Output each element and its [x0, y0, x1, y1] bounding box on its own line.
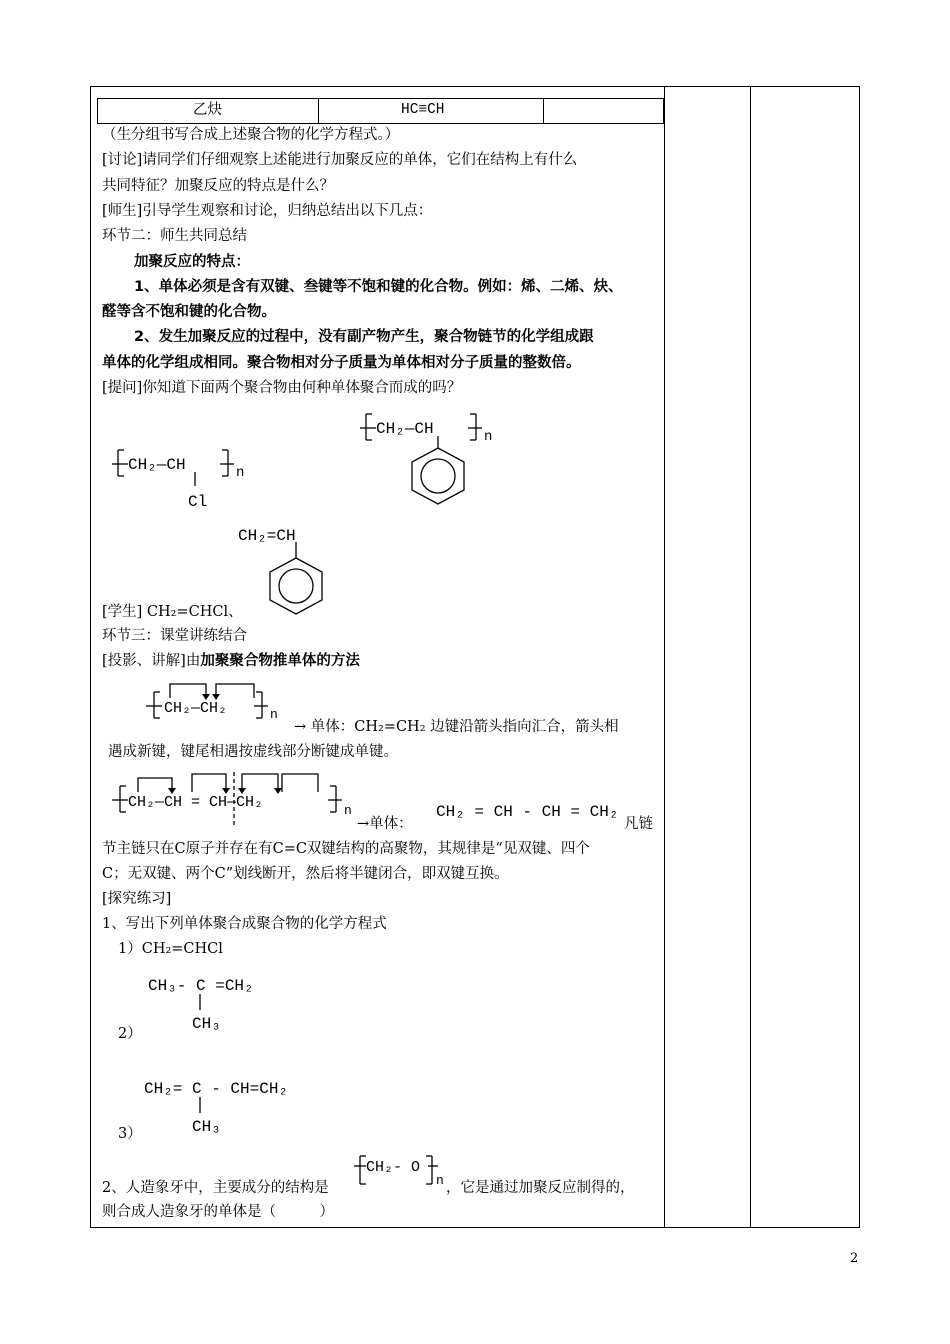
monomer-label: →单体： [357, 816, 413, 832]
projection-line [102, 652, 360, 670]
section-heading: 环节二：师生共同总结 [102, 228, 247, 244]
polyethylene-n: n [270, 707, 278, 722]
cell-acetylene-name: 乙炔 [193, 102, 222, 118]
cell-acetylene-formula: HC≡CH [401, 102, 445, 118]
table-col-border-1 [664, 86, 665, 1228]
exercise-1-item-2: 2） [118, 1026, 142, 1042]
pom-unit-text: CH₂- O [366, 1159, 421, 1176]
pvc-chlorine: Cl [188, 493, 208, 511]
polystyrene-unit-text: CH₂—CH [376, 420, 434, 438]
polybutadiene-n: n [344, 803, 352, 818]
discussion-line: [讨论]请同学们仔细观察上述能进行加聚反应的单体，它们在结构上有什么 [102, 152, 578, 168]
projection-label: [投影、讲解]由 [102, 653, 201, 669]
isobutylene-structure [144, 972, 284, 1034]
pom-structure [352, 1154, 452, 1190]
inner-table-row [97, 98, 664, 124]
polyethylene-structure [144, 680, 294, 724]
table-bottom-rule [90, 1227, 860, 1228]
page-number: 2 [850, 1251, 859, 1266]
rule-text: 节主链只在C原子并存在有C=C双键结构的高聚物，其规律是“见双键、四个 [102, 841, 590, 857]
pom-n: n [436, 1173, 444, 1188]
method-title: 加聚聚合物推单体的方法 [200, 653, 360, 669]
text-line: （生分组书写合成上述聚合物的化学方程式。） [102, 127, 400, 143]
exercise-1-item-1: 1）CH₂=CHCl [118, 941, 223, 957]
polystyrene-n: n [484, 429, 493, 445]
feature-2-cont: 单体的化学组成相同。聚合物相对分子质量为单体相对分子质量的整数倍。 [102, 355, 581, 371]
rule-text-start: 凡链 [624, 816, 653, 832]
exercise-1: 1、写出下列单体聚合成聚合物的化学方程式 [102, 916, 387, 932]
rule-text-cont: C；无双键、两个C”划线断开，然后将半键闭合，即双键互换。 [102, 866, 509, 882]
butadiene-formula: CH₂ = CH - CH = CH₂ [436, 803, 619, 821]
styrene-structure [236, 522, 346, 618]
feature-1: 1、单体必须是含有双键、叁键等不饱和键的化合物。例如：烯、二烯、炔、 [134, 279, 623, 295]
student-answer: [学生] CH₂=CHCl、 [102, 604, 243, 620]
styrene-text: CH₂=CH [238, 527, 296, 545]
isobutylene-main: CH₃- C =CH₂ [148, 977, 254, 995]
header-rule [90, 86, 860, 87]
exercise-2-question: 则合成人造象牙的单体是（ ） [102, 1204, 334, 1220]
section-heading: 环节三：课堂讲练结合 [102, 628, 247, 644]
exercise-heading: [探究练习] [102, 891, 172, 907]
exercise-1-item-3: 3） [118, 1126, 142, 1142]
monomer-explanation-cont: 遇成新键，键尾相遇按虚线部分断键成单键。 [108, 744, 398, 760]
isoprene-methyl: CH₃ [192, 1118, 221, 1136]
polystyrene-structure [352, 408, 502, 508]
isobutylene-methyl: CH₃ [192, 1015, 221, 1033]
table-col-border-2 [750, 86, 751, 1228]
pvc-unit-text: CH₂—CH [128, 456, 186, 474]
exercise-2: 2、人造象牙中，主要成分的结构是 [102, 1180, 329, 1196]
question-line: [提问]你知道下面两个聚合物由何种单体聚合而成的吗？ [102, 380, 462, 396]
isoprene-structure [144, 1075, 314, 1137]
polybutadiene-unit-text: CH₂—CH = CH—CH₂ [128, 794, 264, 811]
feature-2: 2、发生加聚反应的过程中，没有副产物产生，聚合物链节的化学组成跟 [134, 329, 594, 345]
features-heading: 加聚反应的特点： [134, 254, 250, 270]
table-left-border [90, 86, 91, 1228]
pvc-n: n [236, 465, 245, 481]
exercise-2-cont: ，它是通过加聚反应制得的， [446, 1180, 635, 1196]
text-line: [师生]引导学生观察和讨论，归纳总结出以下几点： [102, 203, 433, 219]
feature-1-cont: 醛等含不饱和键的化合物。 [102, 304, 276, 320]
polybutadiene-structure [110, 770, 360, 830]
isoprene-main: CH₂= C - CH=CH₂ [144, 1080, 289, 1098]
polyethylene-unit-text: CH₂—CH₂ [164, 700, 228, 717]
table-right-border [859, 86, 860, 1228]
text-line: 共同特征？加聚反应的特点是什么？ [102, 178, 334, 194]
pvc-structure [108, 448, 258, 518]
monomer-explanation: → 单体：CH₂=CH₂ 边键沿箭头指向汇合，箭头相 [294, 719, 619, 735]
